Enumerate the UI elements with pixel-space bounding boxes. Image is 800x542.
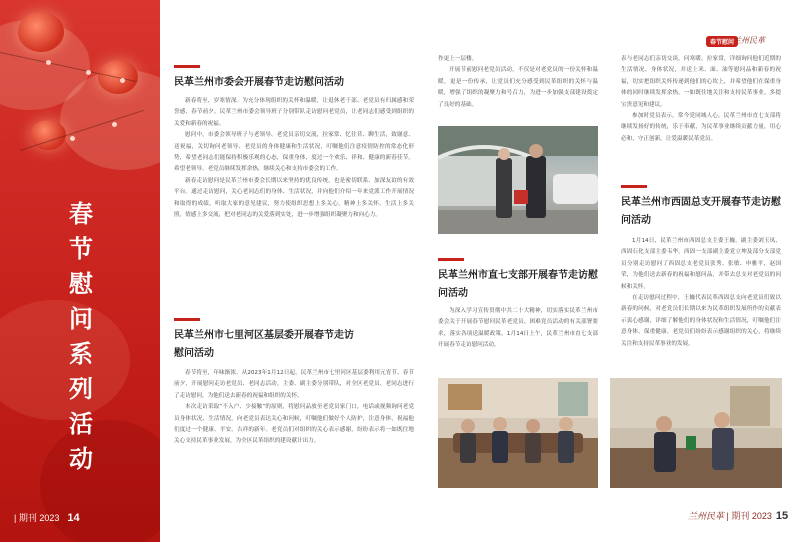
issue-label: | 期刊 2023 — [726, 511, 772, 521]
photo-visit-home — [610, 378, 782, 488]
page-number-right: 15 — [775, 510, 789, 522]
article-body — [438, 54, 598, 111]
article-heading — [621, 185, 781, 230]
page-folio-left — [14, 511, 80, 524]
paragraph: 开展节前慰问老党员活动，不仅是对老党员的一份关怀和温暖，更是一份传承，让党员们充分感受到民革组织的关怀与温暖，增强了组织的凝聚力和号召力，为进一步加强支部建设奠定了良好的基础。 — [438, 67, 598, 108]
article-body — [438, 306, 598, 352]
page-folio-right — [688, 509, 788, 522]
photo-visit-living-room — [438, 378, 598, 488]
article-title: 民革兰州市直七支部开展春节走访慰问活动 — [438, 270, 598, 299]
article-heading — [174, 65, 414, 92]
footer-brand: 兰州民革 — [688, 512, 725, 522]
paragraph: 慰问中，市委会领导班子与老领导、老党员亲切交流，拉家常、忆往昔、聊生活，致谢意、送祝福，关切询问老领导、老党员的身体健康和生活状况，叮嘱他们注意疫情防控的常态化形势，希望老同志们能保持积极乐观的心态，保重身体，度过一个欢乐、祥和、健康的新春佳节。希望老领导、老党员继续发挥余热，继续关心和支持市委会的工作。 — [174, 132, 414, 173]
paragraph: 春节将至，年味渐浓。从2023年1月12日起，民革兰州市七里河区基层委利用元宵节、春节前夕，开展慰问走访老党员、老同志活动。主委、副主委分别带队，对全区老党员、老同志进行了走访慰问，为他们送去新春的祝福和组织的关怀。 — [174, 370, 414, 399]
magazine-brand: 兰州民革 — [733, 36, 765, 45]
article-title: 民革兰州市七里河区基层委开展春节走访慰问活动 — [174, 330, 354, 359]
article-body — [621, 54, 781, 145]
paragraph: 1月14日，民革兰州市西固总支主委王巍，副主委刘玉凤、西固石化支部主委韦华，西固一支部副主委党立坤及部分支部党员分别走访慰问了西固总支老党员张秀、张敏、申雅平、赵国荣，为他们送去新春的祝福和慰问品，并带去总支对老党员的问候和关怀。 — [621, 238, 781, 290]
article-title: 民革兰州市委会开展春节走访慰问活动 — [174, 77, 344, 88]
paragraph: 作更上一层楼。 — [438, 56, 478, 62]
paragraph: 表与老同志们亲切交谈，问寒暖、拉家常，详细询问他们近期的生活情况、身体状况，并送上米、面、油等慰问品和新春的祝福，切实把组织关怀传递到他们的心坎上，并希望他们在保重身体的同时继续发挥余热，一如既往地关注和支持民革事业，多提宝贵意见和建议。 — [621, 56, 781, 108]
paragraph: 新春将至，岁寒情深。为充分体现组织的关怀和温暖，让退休老干部、老党员有归属感和荣誉感，春节前夕，民革兰州市委会领导班子分别带队走访慰问老党员，让老同志们感受到组织的关爱和新春的祝福。 — [174, 98, 414, 127]
photo-visit-outdoor — [438, 126, 598, 234]
article-heading — [174, 318, 354, 363]
lantern-decoration — [18, 12, 64, 52]
article-body — [174, 368, 414, 448]
paragraph: 本次走访采取“不入户、少接触”的原则，将慰问品放至老党员家门口，电话或视频询问老党员身体状况、生活情况，向老党员表达关心和问候，叮嘱他们做好个人防护，注意身体，祝福他们度过一个健康、平安、吉祥的新年。老党员们对组织的关心表示感谢，纷纷表示将一如既往地关心支持民革事业发展，为全区民革组织的建设献计出力。 — [174, 404, 414, 445]
issue-label: | 期刊 2023 — [14, 513, 60, 523]
article-title: 民革兰州市西固总支开展春节走访慰问活动 — [621, 197, 781, 226]
article-heading — [438, 258, 598, 303]
paragraph: 为深入学习宣传贯彻中共二十大精神，切实落实民革兰州市委会关于开展春节慰问民革老党员、困难党员活动的有关部署要求，落实各项送温暖政策，1月14日上午，民革兰州市直七支部开展春节走访慰问活动。 — [438, 308, 598, 349]
decorative-banner — [0, 0, 160, 542]
paragraph: 参加时党员表示，常今党同城人心，民革兰州市直七支部将继续发扬好的传统，乐于奉献，为民革事业继续贡献力量，用心必和，守正创新，让爱温暖民革党员。 — [621, 113, 781, 142]
article-body — [621, 236, 781, 370]
paragraph: 在走访慰问过程中，王巍代表民革西固总支向老党员们致以新春的问候，对老党员们长期以来为民革组织发展所作的贡献表示衷心感谢，详细了解他们的身体状况和生活情况，叮嘱他们注意身体、保重健康。老党员们纷纷表示感谢组织的关心，将继续关注和支持民革事业的发展。 — [621, 295, 781, 347]
article-body — [174, 96, 414, 221]
banner-title: 春节慰问系列活动 — [69, 199, 93, 473]
paragraph: 新春走访慰问是民革兰州市委会长期以来坚持的优良传统，也是密切联系、加深友谊的有效平台。通过走访慰问，关心老同志们的身体、生活状况，并向他们介绍一年来党派工作开展情况和取得的成绩，听取大家的意见建议，努力使组织思想上多关心，精神上多关怀，生活上多关照，情感上多交流，把对老同志的关爱落到实处，进一步增强组织凝聚力和向心力。 — [174, 177, 414, 219]
page-number-left: 14 — [67, 512, 80, 524]
section-tag: 春节慰问 — [706, 36, 738, 47]
